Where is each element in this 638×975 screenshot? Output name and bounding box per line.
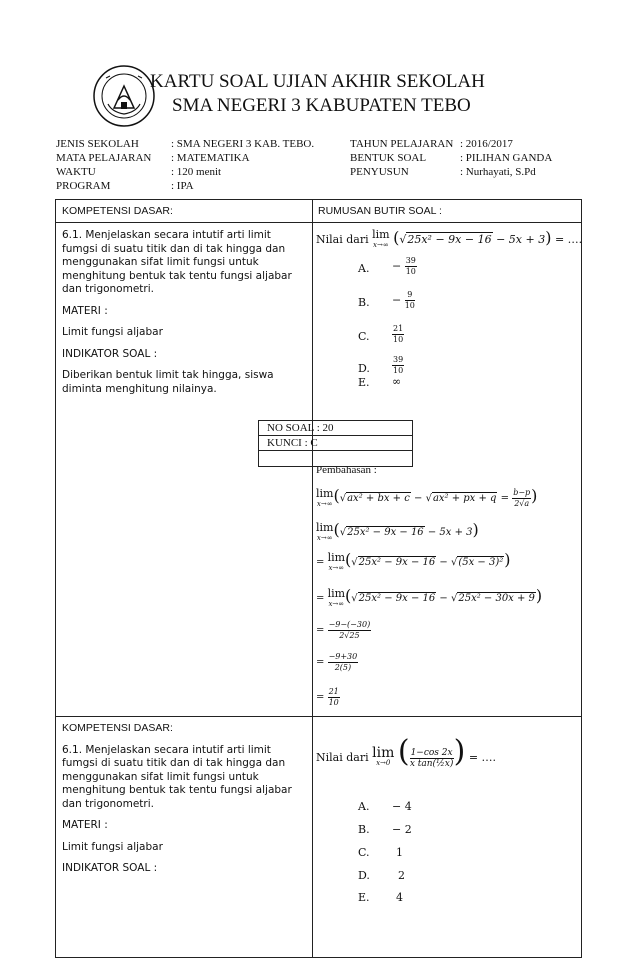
card-title — [150, 70, 510, 118]
materi-label: MATERI : — [62, 819, 108, 831]
option-value: ∞ — [392, 375, 402, 388]
kunci: KUNCI : C — [259, 436, 412, 451]
column-divider — [312, 200, 313, 957]
info-value: : PILIHAN GANDA — [460, 152, 553, 164]
row-divider — [56, 222, 581, 223]
info-value: : 120 menit — [171, 166, 222, 178]
question-prefix: Nilai dari — [316, 751, 369, 764]
option-value: 4 — [396, 891, 403, 904]
title-line-2: SMA NEGERI 3 KABUPATEN TEBO — [172, 95, 471, 116]
kd-label: KOMPETENSI DASAR: — [62, 722, 173, 734]
info-label: PENYUSUN — [350, 166, 409, 178]
materi-text: Limit fungsi aljabar — [62, 326, 163, 338]
option-letter: C. — [358, 330, 370, 343]
formula-line: = $\frac{21}{10}$ — [316, 687, 339, 707]
formula-line: = $\frac{-9+30}{2(5)}$ — [316, 652, 358, 672]
formula-line: = lim x→∞ (√25x² − 9x − 16 − √25x² − 30x + 9) — [316, 586, 543, 608]
info-value: : MATEMATIKA — [171, 152, 250, 164]
info-right — [350, 137, 590, 179]
info-label: WAKTU — [56, 166, 96, 178]
title-line-1: KARTU SOAL UJIAN AKHIR SEKOLAH — [150, 71, 485, 92]
info-value: : Nurhayati, S.Pd — [460, 166, 536, 178]
empty-row — [259, 451, 412, 466]
materi-text: Limit fungsi aljabar — [62, 840, 163, 853]
answer-key-table — [258, 420, 413, 467]
option-letter: B. — [358, 296, 370, 309]
indikator-label: INDIKATOR SOAL : — [62, 347, 158, 360]
kd-header: KOMPETENSI DASAR: — [62, 205, 173, 217]
indikator-label: INDIKATOR SOAL : — [62, 862, 158, 874]
formula-line: = $\frac{-9-(-30)}{2√25}$ — [316, 620, 371, 640]
option-letter: D. — [358, 362, 370, 375]
option-letter: B. — [358, 823, 370, 836]
question-prefix: Nilai dari — [316, 233, 369, 246]
info-value: : SMA NEGERI 3 KAB. TEBO. — [171, 138, 315, 150]
option-value: − $\frac{9}{10}$ — [392, 290, 415, 310]
option-letter: C. — [358, 846, 370, 859]
formula-line: lim x→∞ (√ax² + bx + c − √ax² + px + q = $\frac{b-p}{2√a}$ ) — [316, 486, 538, 508]
question-1: Nilai dari lim x→∞ (√25x² − 9x − 16 − 5x + 3) = …. — [316, 228, 583, 249]
info-label: JENIS SEKOLAH — [56, 138, 139, 150]
option-letter: A. — [358, 800, 370, 813]
question-suffix: = …. — [468, 751, 497, 764]
pembahasan-label: Pembahasan : — [316, 464, 377, 476]
info-label: MATA PELAJARAN — [56, 152, 152, 164]
option-letter: E. — [358, 376, 370, 389]
card1-left — [62, 229, 308, 404]
formula-line: = lim x→∞ (√25x² − 9x − 16 − √(5x − 3)²) — [316, 550, 511, 572]
info-label: PROGRAM — [56, 180, 111, 192]
no-soal: NO SOAL : 20 — [259, 421, 412, 436]
info-label: BENTUK SOAL — [350, 152, 427, 164]
option-value: − 2 — [392, 823, 412, 836]
option-value: $\frac{39}{10}$ — [393, 355, 404, 375]
option-value: 2 — [398, 869, 405, 882]
rumusan-header: RUMUSAN BUTIR SOAL : — [318, 205, 442, 217]
info-label: TAHUN PELAJARAN — [350, 138, 454, 150]
option-value: − 4 — [392, 800, 412, 813]
indikator-text: Diberikan bentuk limit tak hingga, siswa diminta menghitung nilainya. — [62, 369, 274, 395]
option-value: 1 — [396, 846, 403, 859]
formula-line: lim x→∞ (√25x² − 9x − 16 − 5x + 3) — [316, 520, 479, 542]
option-letter: D. — [358, 869, 370, 882]
card2-left — [62, 722, 308, 884]
row-divider — [56, 716, 581, 717]
option-letter: A. — [358, 262, 370, 275]
kd-text: 6.1. Menjelaskan secara intutif arti limit fumgsi di suatu titik dan di tak hingga dan menggunakan sifat limit fungsi untuk menghitung bentuk tak tentu fungsi aljabar dan trigonometri. — [62, 229, 292, 295]
info-value: : 2016/2017 — [460, 138, 513, 150]
materi-label: MATERI : — [62, 304, 108, 317]
option-value: $\frac{21}{10}$ — [393, 324, 404, 344]
option-letter: E. — [358, 891, 370, 904]
question-table — [55, 199, 582, 958]
question-2: Nilai dari lim x→0 ( $\frac{1-\cos 2x}{\text{x tan(½x)}}$ ) = …. — [316, 734, 497, 769]
question-suffix: = …. — [554, 233, 583, 246]
info-value: : IPA — [171, 180, 194, 192]
option-value: − $\frac{39}{10}$ — [392, 256, 416, 276]
kd-text: 6.1. Menjelaskan secara intutif arti limit fumgsi di suatu titik dan di tak hingga dan menggunakan sifat limit fungsi untuk menghitung bentuk tak tentu fungsi aljabar dan trigonometri. — [62, 743, 292, 810]
info-left — [56, 137, 336, 193]
